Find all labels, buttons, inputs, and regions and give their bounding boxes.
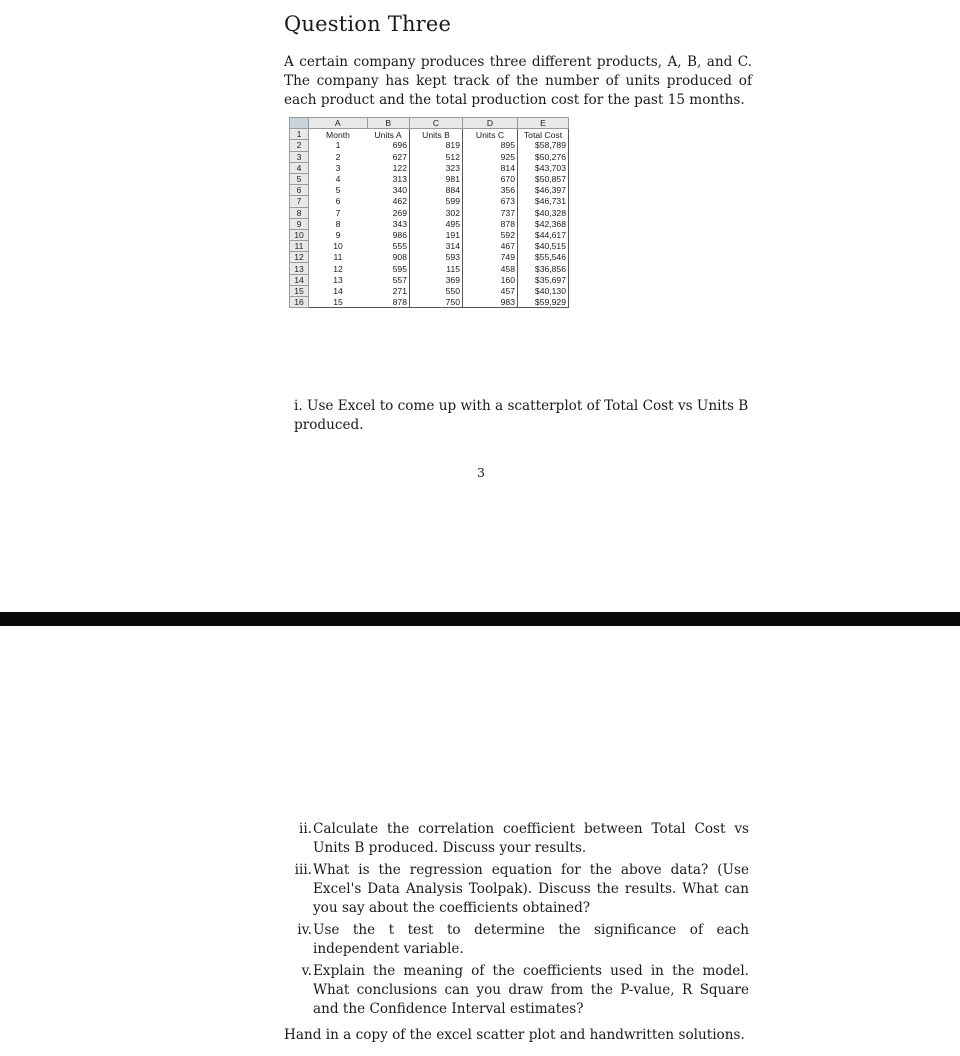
question-number: v. — [301, 963, 312, 979]
table-cell: 15 — [309, 297, 368, 308]
page-divider — [0, 612, 960, 626]
table-cell: 458 — [463, 263, 518, 274]
table-cell: 878 — [463, 218, 518, 229]
table-row — [290, 207, 569, 218]
table-cell: 908 — [367, 252, 410, 263]
table-cell: 593 — [410, 252, 463, 263]
question-intro: A certain company produces three different products, A, B, and C. The company has kept track of the number of units produced of each product and the total production cost for the past 15 months. — [284, 54, 752, 108]
table-row — [290, 218, 569, 229]
sheet-corner — [290, 118, 309, 129]
table-row — [290, 274, 569, 285]
column-letter: B — [367, 118, 410, 129]
column-letter: A — [309, 118, 368, 129]
table-cell: 3 — [335, 162, 341, 173]
table-cell: 595 — [367, 263, 410, 274]
table-cell: 599 — [410, 196, 463, 207]
table-cell: $42,368 — [518, 218, 569, 229]
table-cell: 343 — [367, 218, 410, 229]
table-cell: 884 — [410, 185, 463, 196]
table-cell: 895 — [463, 140, 518, 151]
table-cell: 1 — [335, 140, 341, 151]
column-letter: C — [410, 118, 463, 129]
table-cell: 122 — [367, 162, 410, 173]
table-cell: 14 — [333, 285, 343, 296]
row-number: 13 — [290, 263, 309, 274]
table-cell: $50,857 — [518, 173, 569, 184]
row-number: 7 — [290, 196, 309, 207]
spreadsheet-table — [289, 117, 569, 308]
table-cell: 6 — [335, 196, 341, 207]
table-cell: 495 — [410, 218, 463, 229]
table-cell: 269 — [367, 207, 410, 218]
table-row — [290, 140, 569, 151]
question-title: Question Three — [284, 12, 452, 36]
table-cell: 115 — [410, 263, 463, 274]
table-cell: 925 — [463, 151, 518, 162]
table-cell: $40,130 — [518, 285, 569, 296]
table-cell: 670 — [463, 173, 518, 184]
table-cell: $36,856 — [518, 263, 569, 274]
table-cell: $35,697 — [518, 274, 569, 285]
table-cell: 986 — [367, 229, 410, 240]
question-number: iv. — [297, 922, 312, 938]
table-cell: 5 — [335, 185, 341, 196]
table-cell: 13 — [333, 274, 343, 285]
row-number: 3 — [290, 151, 309, 162]
page-number: 3 — [477, 465, 485, 480]
table-cell: 814 — [463, 162, 518, 173]
table-cell: $50,276 — [518, 151, 569, 162]
row-number: 12 — [290, 252, 309, 263]
table-cell: 302 — [410, 207, 463, 218]
row-number: 14 — [290, 274, 309, 285]
table-cell: $46,397 — [518, 185, 569, 196]
row-number: 16 — [290, 297, 309, 308]
header-cell: Units B — [410, 129, 463, 140]
column-letter-row — [290, 118, 569, 129]
question-text: Explain the meaning of the coefficients used in the model. What conclusions can you draw from the P-value, R Square and the Confidence Interval estimates? — [313, 963, 749, 1017]
table-cell: 981 — [410, 173, 463, 184]
table-cell: $40,328 — [518, 207, 569, 218]
row-number: 10 — [290, 229, 309, 240]
column-letter: D — [463, 118, 518, 129]
table-cell: $43,703 — [518, 162, 569, 173]
table-cell: 271 — [367, 285, 410, 296]
table-cell: 4 — [335, 174, 341, 185]
table-cell: 696 — [367, 140, 410, 151]
header-cell: Month — [326, 129, 350, 140]
row-number: 9 — [290, 218, 309, 229]
table-row — [290, 173, 569, 184]
table-cell: 191 — [410, 229, 463, 240]
row-number: 5 — [290, 173, 309, 184]
row-number: 1 — [290, 129, 309, 140]
table-cell: 356 — [463, 185, 518, 196]
table-cell: 737 — [463, 207, 518, 218]
table-cell: 673 — [463, 196, 518, 207]
table-cell: 9 — [335, 229, 341, 240]
table-row — [290, 185, 569, 196]
table-cell: 313 — [367, 173, 410, 184]
table-cell: 11 — [333, 252, 343, 263]
table-cell: 512 — [410, 151, 463, 162]
row-number: 11 — [290, 241, 309, 252]
table-cell: 550 — [410, 285, 463, 296]
header-row — [290, 129, 569, 140]
table-cell: 369 — [410, 274, 463, 285]
row-number: 15 — [290, 285, 309, 296]
question-number: iii. — [294, 862, 312, 878]
table-cell: 457 — [463, 285, 518, 296]
header-cell: Units A — [367, 129, 410, 140]
table-cell: 467 — [463, 241, 518, 252]
table-cell: 10 — [333, 241, 343, 252]
table-cell: $55,546 — [518, 252, 569, 263]
header-cell: Total Cost — [518, 129, 569, 140]
row-number: 2 — [290, 140, 309, 151]
table-cell: 557 — [367, 274, 410, 285]
table-row — [290, 229, 569, 240]
table-cell: $44,617 — [518, 229, 569, 240]
table-cell: 314 — [410, 241, 463, 252]
column-letter: E — [518, 118, 569, 129]
row-number: 6 — [290, 185, 309, 196]
table-cell: 627 — [367, 151, 410, 162]
row-number: 8 — [290, 207, 309, 218]
table-cell: 8 — [335, 218, 341, 229]
table-row — [290, 285, 569, 296]
table-cell: 750 — [410, 297, 463, 308]
question-text: Calculate the correlation coefficient between Total Cost vs Units B produced. Discuss your results. — [313, 821, 749, 856]
table-cell: $40,515 — [518, 241, 569, 252]
table-row — [290, 297, 569, 308]
table-cell: $46,731 — [518, 196, 569, 207]
table-row — [290, 263, 569, 274]
question-i: i. Use Excel to come up with a scatterplot of Total Cost vs Units B produced. — [294, 398, 749, 433]
table-row — [290, 241, 569, 252]
table-cell: 340 — [367, 185, 410, 196]
table-cell: 592 — [463, 229, 518, 240]
footer-instruction: Hand in a copy of the excel scatter plot and handwritten solutions. — [284, 1027, 745, 1043]
table-cell: 160 — [463, 274, 518, 285]
table-row — [290, 151, 569, 162]
table-cell: 555 — [367, 241, 410, 252]
header-cell: Units C — [463, 129, 518, 140]
question-text: What is the regression equation for the above data? (Use Excel's Data Analysis Toolpak). Discuss the results. What can you say about the coefficients obtained? — [313, 862, 749, 916]
table-cell: 2 — [335, 151, 341, 162]
row-number: 4 — [290, 162, 309, 173]
table-cell: 878 — [367, 297, 410, 308]
table-cell: 749 — [463, 252, 518, 263]
table-cell: 462 — [367, 196, 410, 207]
table-cell: 7 — [335, 207, 341, 218]
table-cell: $58,789 — [518, 140, 569, 151]
table-cell: 12 — [333, 263, 343, 274]
table-row — [290, 162, 569, 173]
table-cell: $59,929 — [518, 297, 569, 308]
table-cell: 323 — [410, 162, 463, 173]
question-text: Use the t test to determine the significance of each independent variable. — [313, 922, 749, 957]
table-cell: 819 — [410, 140, 463, 151]
table-cell: 983 — [463, 297, 518, 308]
table-row — [290, 252, 569, 263]
question-number: ii. — [298, 821, 312, 837]
table-row — [290, 196, 569, 207]
